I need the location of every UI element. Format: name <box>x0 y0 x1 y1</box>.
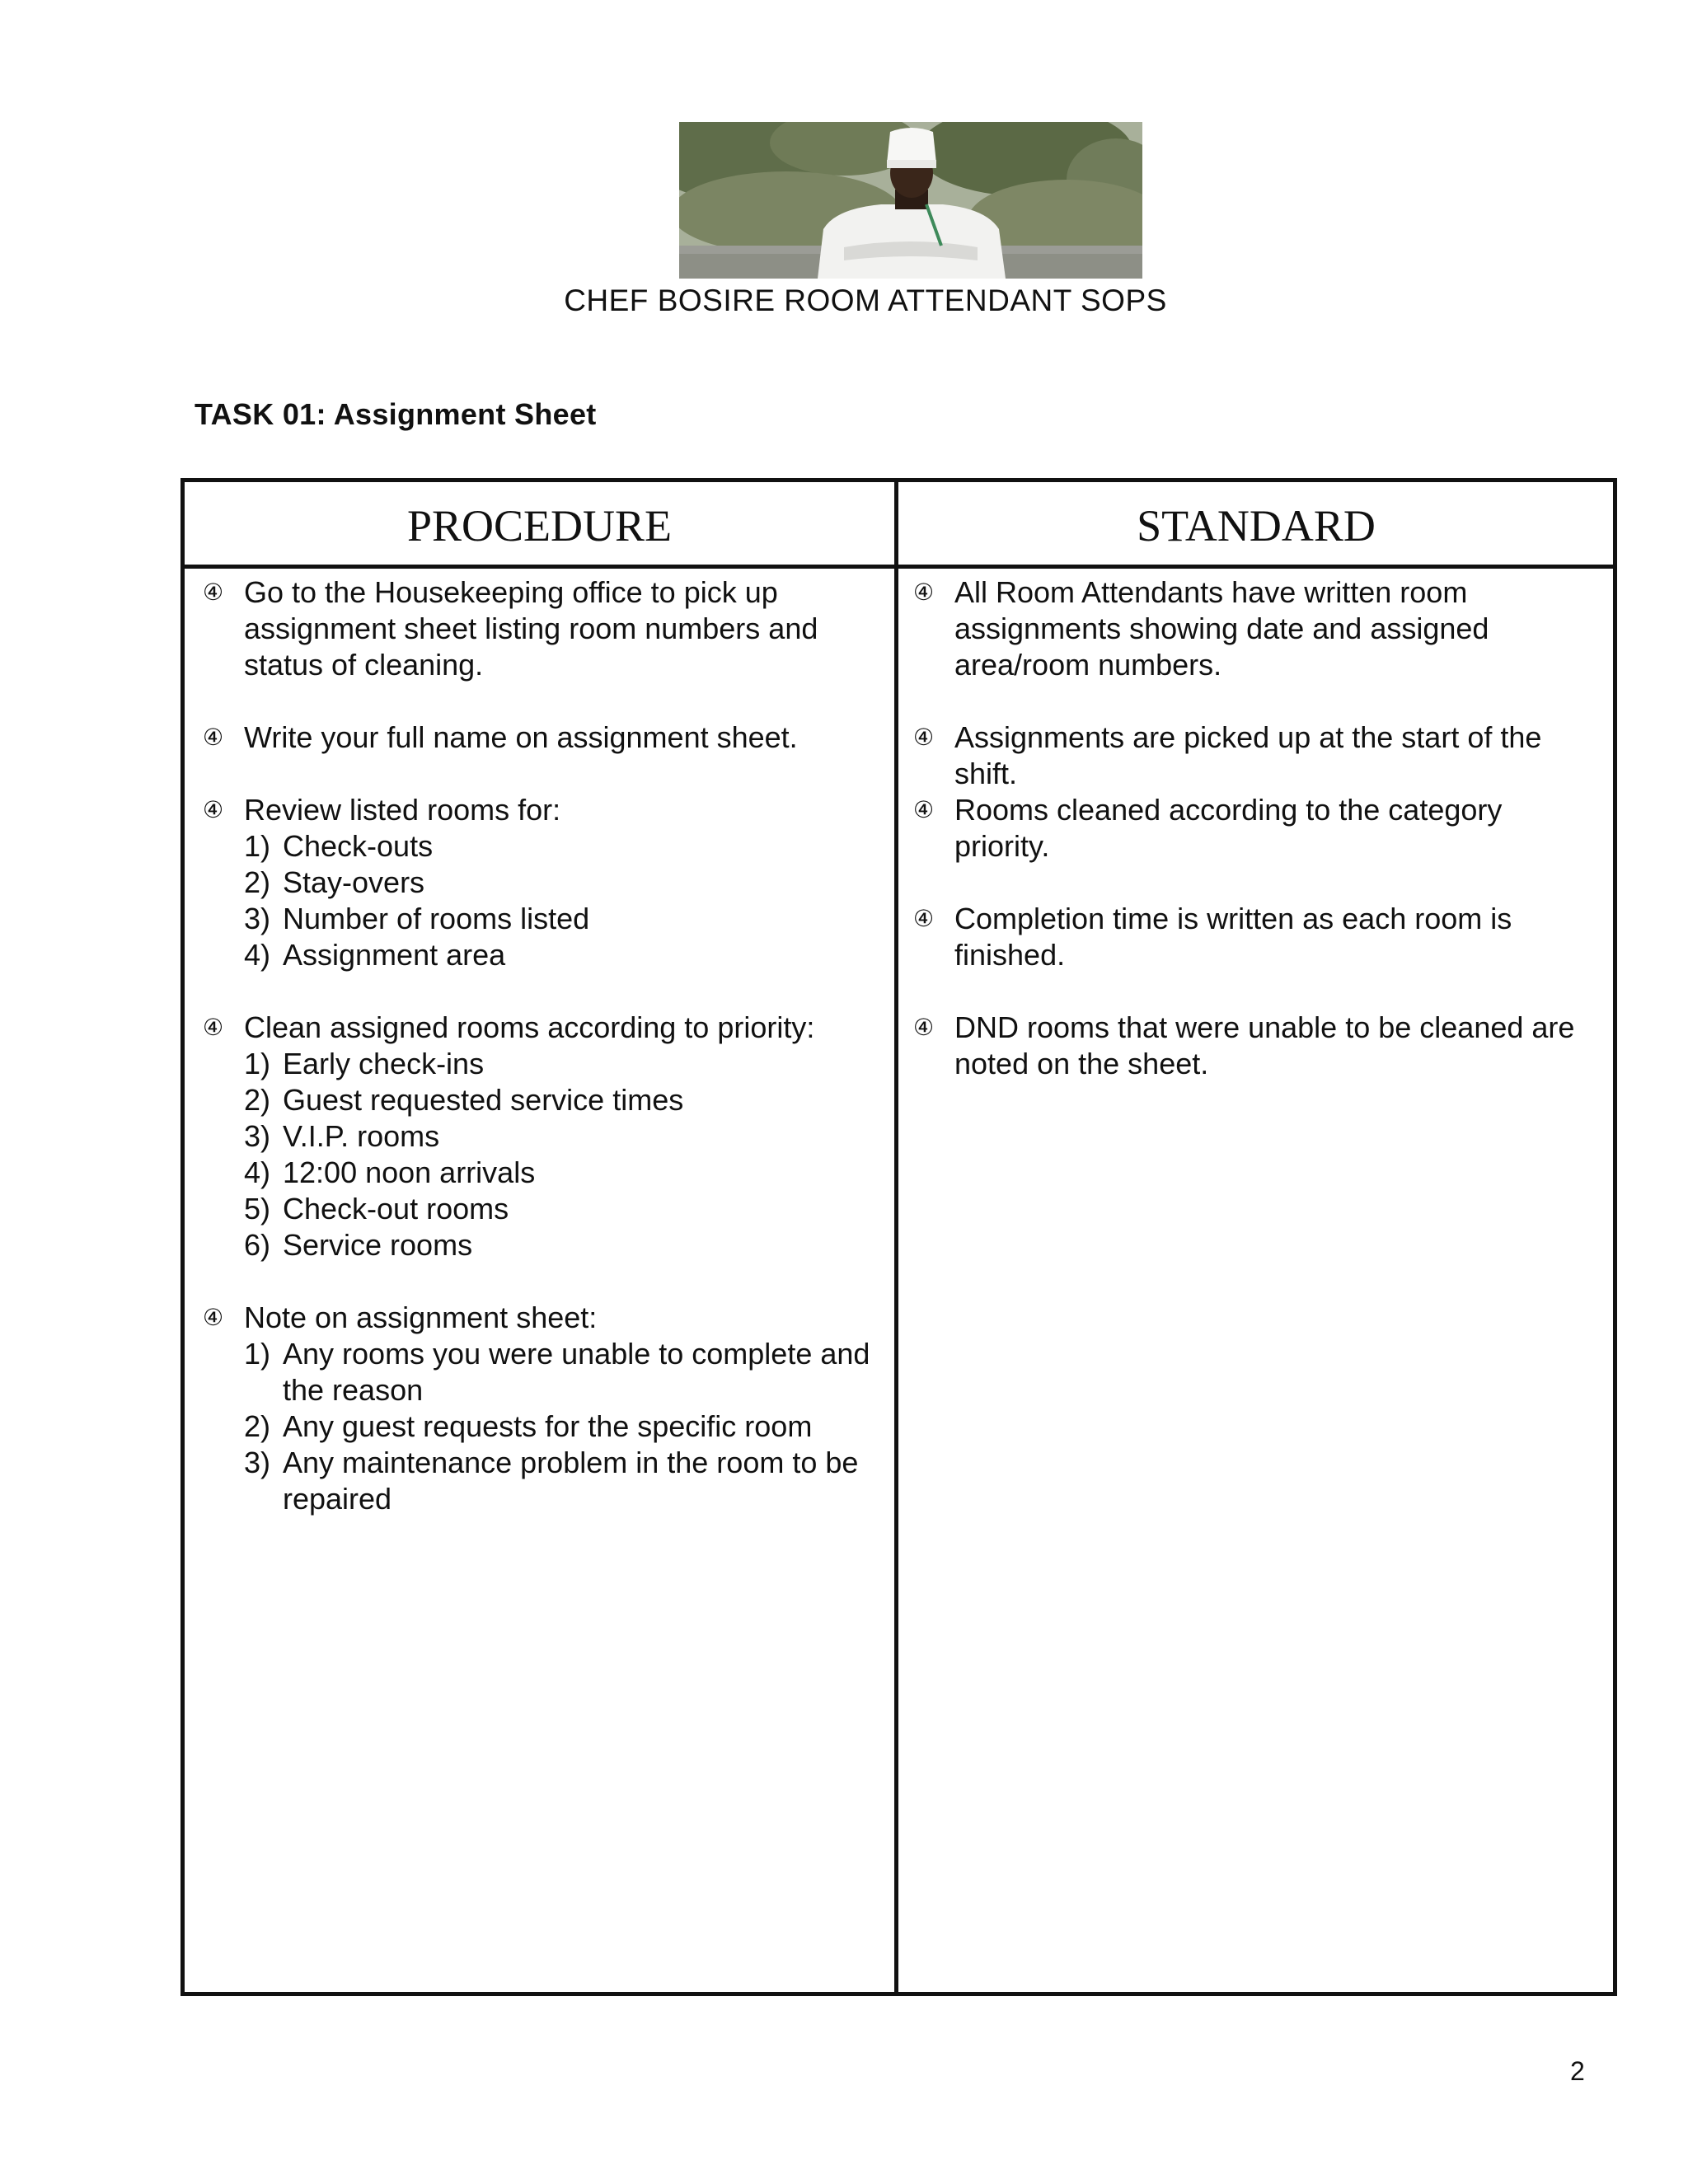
procedure-item <box>203 1300 879 1517</box>
procedure-subitem: 4) 12:00 noon arrivals <box>244 1155 536 1189</box>
circled-four-bullet-icon: ④ <box>913 579 935 606</box>
procedure-subitem: 4) Assignment area <box>244 938 506 972</box>
circled-four-bullet-icon: ④ <box>203 724 224 751</box>
standard-header: STANDARD <box>1137 501 1376 551</box>
circled-four-bullet-icon: ④ <box>203 796 224 823</box>
procedure-subitem: 1) Check-outs <box>244 829 434 863</box>
circled-four-bullet-icon: ④ <box>203 1304 224 1331</box>
procedure-item <box>203 719 879 756</box>
standard-item-text: Completion time is written as each room is finished. <box>954 902 1512 972</box>
procedure-item-text: Go to the Housekeeping office to pick up assignment sheet listing room numbers and status of cleaning. <box>244 575 818 682</box>
circled-four-bullet-icon: ④ <box>913 796 935 823</box>
standard-item <box>913 792 1597 865</box>
procedure-subitem: 1) Any rooms you were unable to complete and the reason <box>244 1337 870 1407</box>
procedure-subitem: 3) V.I.P. rooms <box>244 1119 440 1153</box>
procedure-subitem: 5) Check-out rooms <box>244 1192 509 1226</box>
circled-four-bullet-icon: ④ <box>203 1014 224 1041</box>
column-divider <box>894 482 898 1992</box>
sop-table <box>181 478 1617 1996</box>
page-number: 2 <box>1570 2056 1585 2086</box>
header-divider <box>185 565 1613 569</box>
circled-four-bullet-icon: ④ <box>913 905 935 932</box>
standard-item <box>913 1010 1597 1082</box>
standard-item-text: DND rooms that were unable to be cleaned are noted on the sheet. <box>954 1010 1575 1080</box>
procedure-subitem: 3) Any maintenance problem in the room to be repaired <box>244 1446 859 1516</box>
procedure-item-text: Clean assigned rooms according to priority: <box>244 1010 815 1044</box>
procedure-item-text: Note on assignment sheet: <box>244 1301 598 1334</box>
standard-item-text: Assignments are picked up at the start of the shift. <box>954 720 1542 790</box>
circled-four-bullet-icon: ④ <box>913 724 935 751</box>
procedure-header: PROCEDURE <box>406 501 673 551</box>
procedure-subitem: 2) Any guest requests for the specific room <box>244 1409 813 1443</box>
procedure-item <box>203 792 879 973</box>
circled-four-bullet-icon: ④ <box>913 1014 935 1041</box>
procedure-subitem: 6) Service rooms <box>244 1228 473 1262</box>
chef-photo-illustration <box>679 122 1142 279</box>
document-title: CHEF BOSIRE ROOM ATTENDANT SOPS <box>564 284 1167 317</box>
procedure-item-text: Write your full name on assignment sheet. <box>244 720 798 754</box>
standard-item-text: All Room Attendants have written room assignments showing date and assigned area/room numbers. <box>954 575 1489 682</box>
standard-column <box>913 574 1597 1082</box>
circled-four-bullet-icon: ④ <box>203 579 224 606</box>
task-title: TASK 01: Assignment Sheet <box>195 397 597 431</box>
standard-item <box>913 901 1597 973</box>
procedure-subitem: 2) Stay-overs <box>244 865 425 899</box>
procedure-subitem: 2) Guest requested service times <box>244 1083 684 1117</box>
procedure-subitem: 1) Early check-ins <box>244 1047 485 1080</box>
chef-photo <box>679 122 1142 279</box>
standard-item <box>913 574 1597 683</box>
procedure-item <box>203 1010 879 1263</box>
procedure-column <box>203 574 879 1517</box>
procedure-item <box>203 574 879 683</box>
standard-item-text: Rooms cleaned according to the category priority. <box>954 793 1503 863</box>
standard-item <box>913 719 1597 792</box>
procedure-item-text: Review listed rooms for: <box>244 793 561 827</box>
procedure-subitem: 3) Number of rooms listed <box>244 902 590 935</box>
